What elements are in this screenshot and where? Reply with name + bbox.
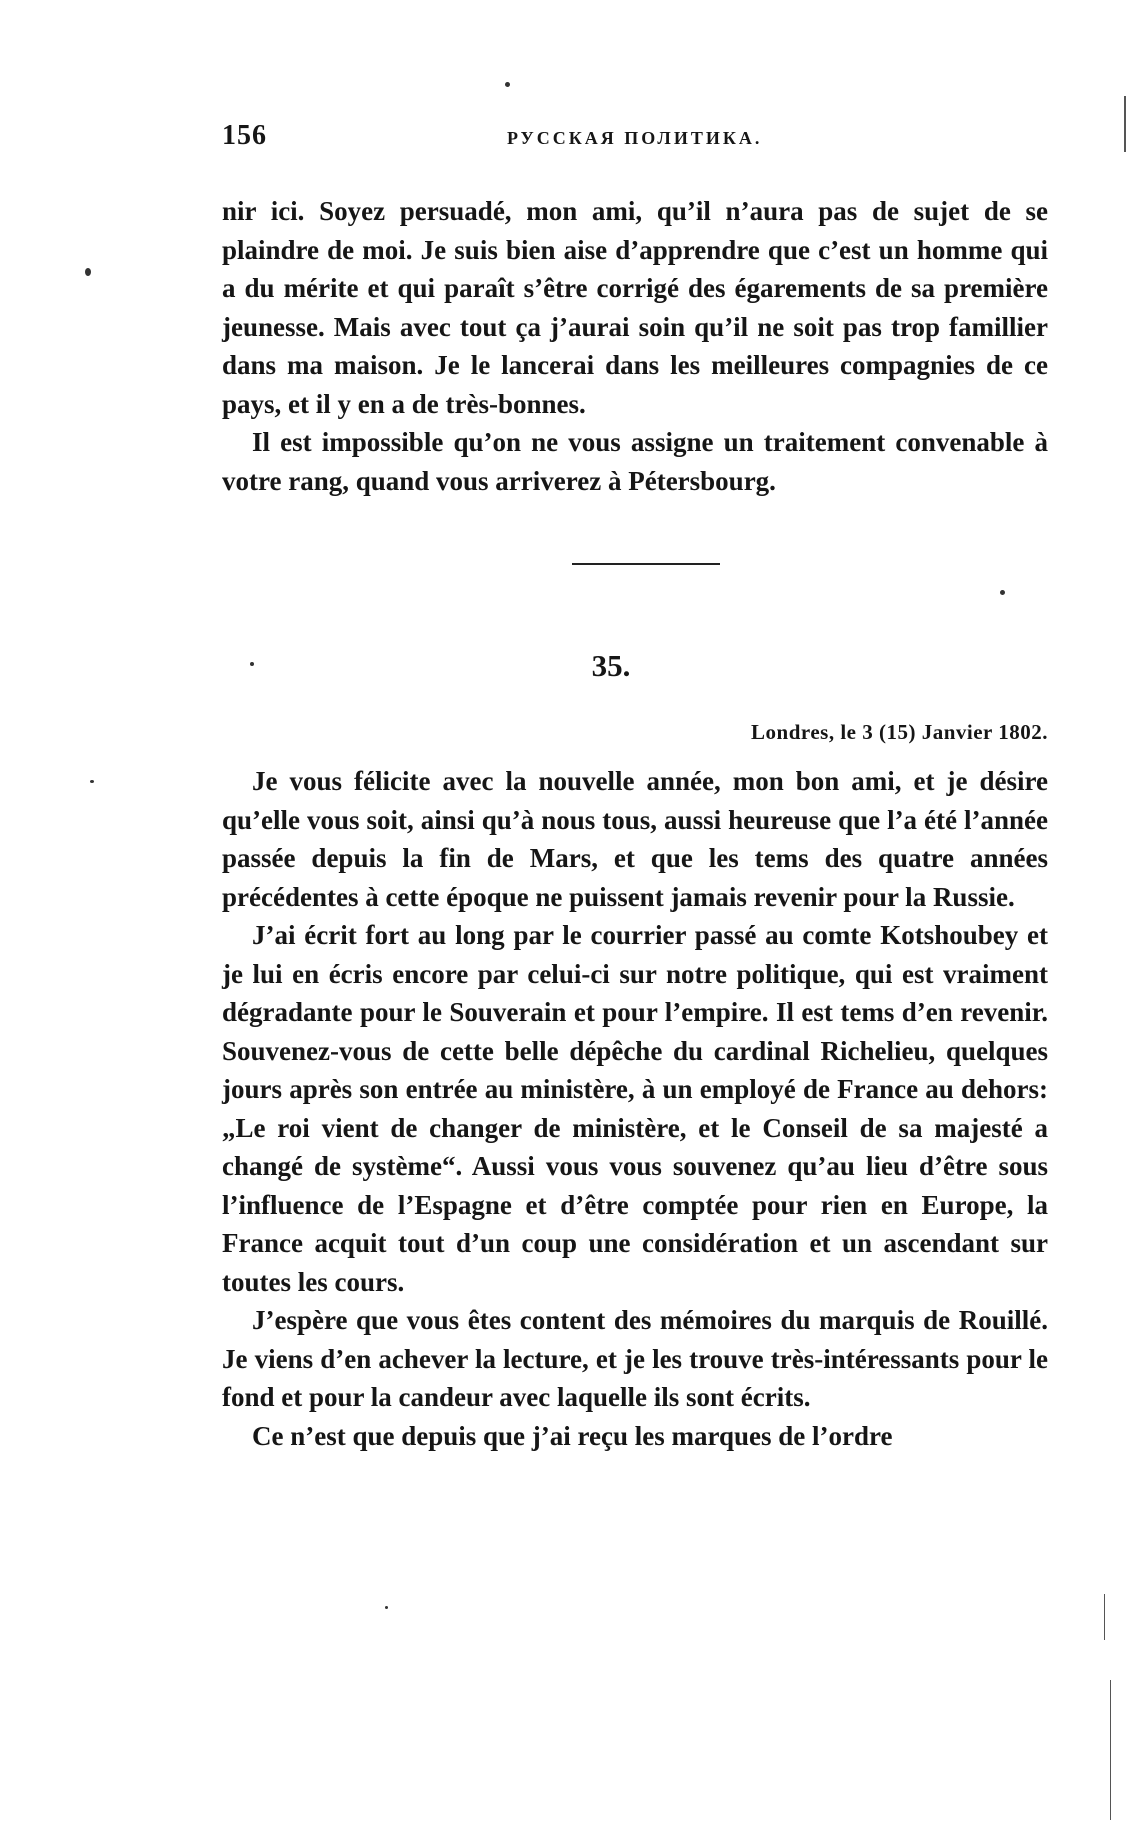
page-number: 156 [222,120,267,151]
scan-margin-line [1110,1680,1111,1820]
letter-dateline: Londres, le 3 (15) Janvier 1802. [751,720,1048,744]
paragraph: J’espère que vous êtes content des mémoires du marquis de Rouillé. Je viens d’en achever la lecture, et je les trouve très-intéressants pour le fond et pour la candeur avec laquelle ils sont écrits. [222,1305,1048,1412]
letter-body [222,762,1048,1455]
scan-speck [385,1606,388,1609]
running-title: РУССКАЯ ПОЛИТИКА. [507,128,763,148]
paragraph: Je vous félicite avec la nouvelle année, mon bon ami, et je désire qu’elle vous soit, ainsi qu’à nous tous, aussi heureuse que l’a été l’année passée depuis la fin de Mars, et que les tems des quatre années précédentes à cette époque ne puissent jamais revenir pour la Russie. [222,766,1048,912]
letter-number: 35. [591,648,631,683]
scan-speck [505,82,510,87]
scan-speck [1000,590,1005,595]
continued-letter-text [222,192,1048,500]
paragraph: Ce n’est que depuis que j’ai reçu les marques de l’ordre [252,1420,893,1451]
section-divider [572,563,720,565]
page-header [222,120,1048,160]
scan-speck [90,780,94,783]
scan-speck [85,268,91,276]
paragraph: J’ai écrit fort au long par le courrier passé au comte Kotshoubey et je lui en écris encore par celui-ci sur notre politique, qui est vraiment dégradante pour le Souverain et pour l’empire. Il est tems d’en revenir. Souvenez-vous de cette belle dépêche du cardinal Richelieu, quelques jours après son entrée au ministère, à un employé de France au dehors: „Le roi vient de changer de ministère, et le Conseil de sa majesté a changé de système“. Aussi vous vous souvenez qu’au lieu d’être sous l’influence de l’Espagne et d’être comptée pour rien en Europe, la France acquit tout d’un coup une considération et un ascendant sur toutes les cours. [222,920,1048,1297]
scan-speck [250,662,254,666]
scan-margin-line [1124,96,1126,152]
scan-margin-line [1104,1594,1105,1640]
paragraph: nir ici. Soyez persuadé, mon ami, qu’il n’aura pas de sujet de se plaindre de moi. Je suis bien aise d’apprendre que c’est un homme qui a du mérite et qui paraît s’être corrigé des égarements de sa première jeunesse. Mais avec tout ça j’aurai soin qu’il ne soit pas trop famillier dans ma maison. Je le lancerai dans les meilleures compagnies de ce pays, et il y en a de très-bonnes. [222,196,1048,419]
paragraph: Il est impossible qu’on ne vous assigne un traitement convenable à votre rang, quand vous arriverez à Pétersbourg. [222,427,1048,496]
